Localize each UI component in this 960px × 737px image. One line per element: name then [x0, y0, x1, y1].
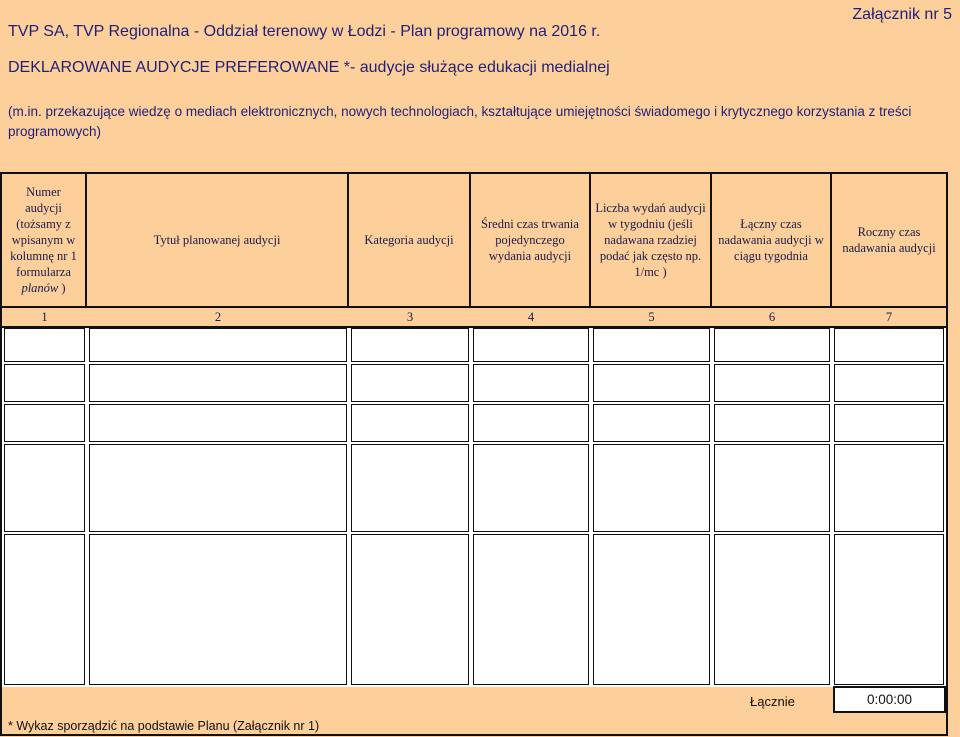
col-header-number-line: kolumnę nr 1 [10, 249, 77, 263]
column-number: 6 [768, 310, 776, 324]
column-number: 3 [406, 310, 414, 324]
column-numbers-row [2, 306, 946, 328]
table-cell[interactable] [473, 404, 589, 442]
table-cell[interactable] [714, 444, 830, 532]
table-cell[interactable] [351, 328, 469, 362]
col-header-title: Tytuł planowanej audycji [87, 174, 349, 306]
col-header-weekly-time: Łączny czas nadawania audycji w ciągu tygodnia [712, 174, 832, 306]
table-cell[interactable] [351, 364, 469, 402]
col-header-number [2, 174, 87, 306]
table-cell[interactable] [89, 404, 347, 442]
footnote: * Wykaz sporządzić na podstawie Planu (Załącznik nr 1) [8, 719, 320, 733]
table-cell[interactable] [473, 534, 589, 685]
table-cell[interactable] [593, 534, 710, 685]
table-cell[interactable] [473, 444, 589, 532]
table-cell[interactable] [351, 534, 469, 685]
table-cell[interactable] [89, 364, 347, 402]
table-cell[interactable] [4, 404, 85, 442]
table-cell[interactable] [714, 364, 830, 402]
page-description: (m.in. przekazujące wiedzę o mediach elektronicznych, nowych technologiach, kształtujące umiejętności świadomego i krytycznego korzystania z treści programowych) [8, 104, 912, 139]
column-number: 2 [214, 310, 222, 324]
table-cell[interactable] [593, 404, 710, 442]
table-cell[interactable] [834, 328, 944, 362]
table-cell[interactable] [834, 364, 944, 402]
col-header-number-suffix: ) [58, 281, 66, 295]
table-cell[interactable] [351, 444, 469, 532]
col-header-editions-per-week: Liczba wydań audycji w tygodniu (jeśli nadawana rzadziej podać jak często np. 1/mc ) [591, 174, 712, 306]
table-cell[interactable] [473, 364, 589, 402]
table-cell[interactable] [834, 444, 944, 532]
col-header-number-line: Numer [26, 185, 61, 199]
col-header-avg-duration: Średni czas trwania pojedynczego wydania audycji [471, 174, 591, 306]
table-cell[interactable] [89, 444, 347, 532]
table-cell[interactable] [714, 328, 830, 362]
table-cell[interactable] [593, 364, 710, 402]
col-header-number-line: formularza [16, 265, 71, 279]
table-cell[interactable] [473, 328, 589, 362]
table-cell[interactable] [714, 534, 830, 685]
table-cell[interactable] [351, 404, 469, 442]
total-label: Łącznie [750, 694, 795, 709]
col-header-number-line: audycji [25, 201, 62, 215]
annex-label: Załącznik nr 5 [852, 6, 952, 23]
column-number: 5 [648, 310, 655, 324]
table-cell[interactable] [4, 328, 85, 362]
col-header-number-italic: planów [21, 281, 59, 295]
table-cell[interactable] [89, 534, 347, 685]
table-cell[interactable] [4, 444, 85, 532]
column-number: 4 [527, 310, 535, 324]
table-cell[interactable] [714, 404, 830, 442]
table-cell[interactable] [4, 364, 85, 402]
table-cell[interactable] [593, 328, 710, 362]
column-number: 7 [885, 310, 893, 324]
total-value-field[interactable]: 0:00:00 [833, 686, 946, 713]
table-cell[interactable] [4, 534, 85, 685]
col-header-number-line: wpisanym w [11, 233, 76, 247]
col-header-category: Kategoria audycji [349, 174, 471, 306]
col-header-number-line: (tożsamy z [16, 217, 71, 231]
broadcast-table [0, 172, 948, 736]
table-cell[interactable] [834, 404, 944, 442]
table-cell[interactable] [89, 328, 347, 362]
table-cell[interactable] [834, 534, 944, 685]
page-title: TVP SA, TVP Regionalna - Oddział terenowy w Łodzi - Plan programowy na 2016 r. [8, 23, 601, 40]
column-number: 1 [41, 310, 48, 324]
page-subtitle: DEKLAROWANE AUDYCJE PREFEROWANE *- audycje służące edukacji medialnej [8, 59, 610, 76]
table-cell[interactable] [593, 444, 710, 532]
col-header-yearly-time: Roczny czas nadawania audycji [832, 174, 946, 306]
